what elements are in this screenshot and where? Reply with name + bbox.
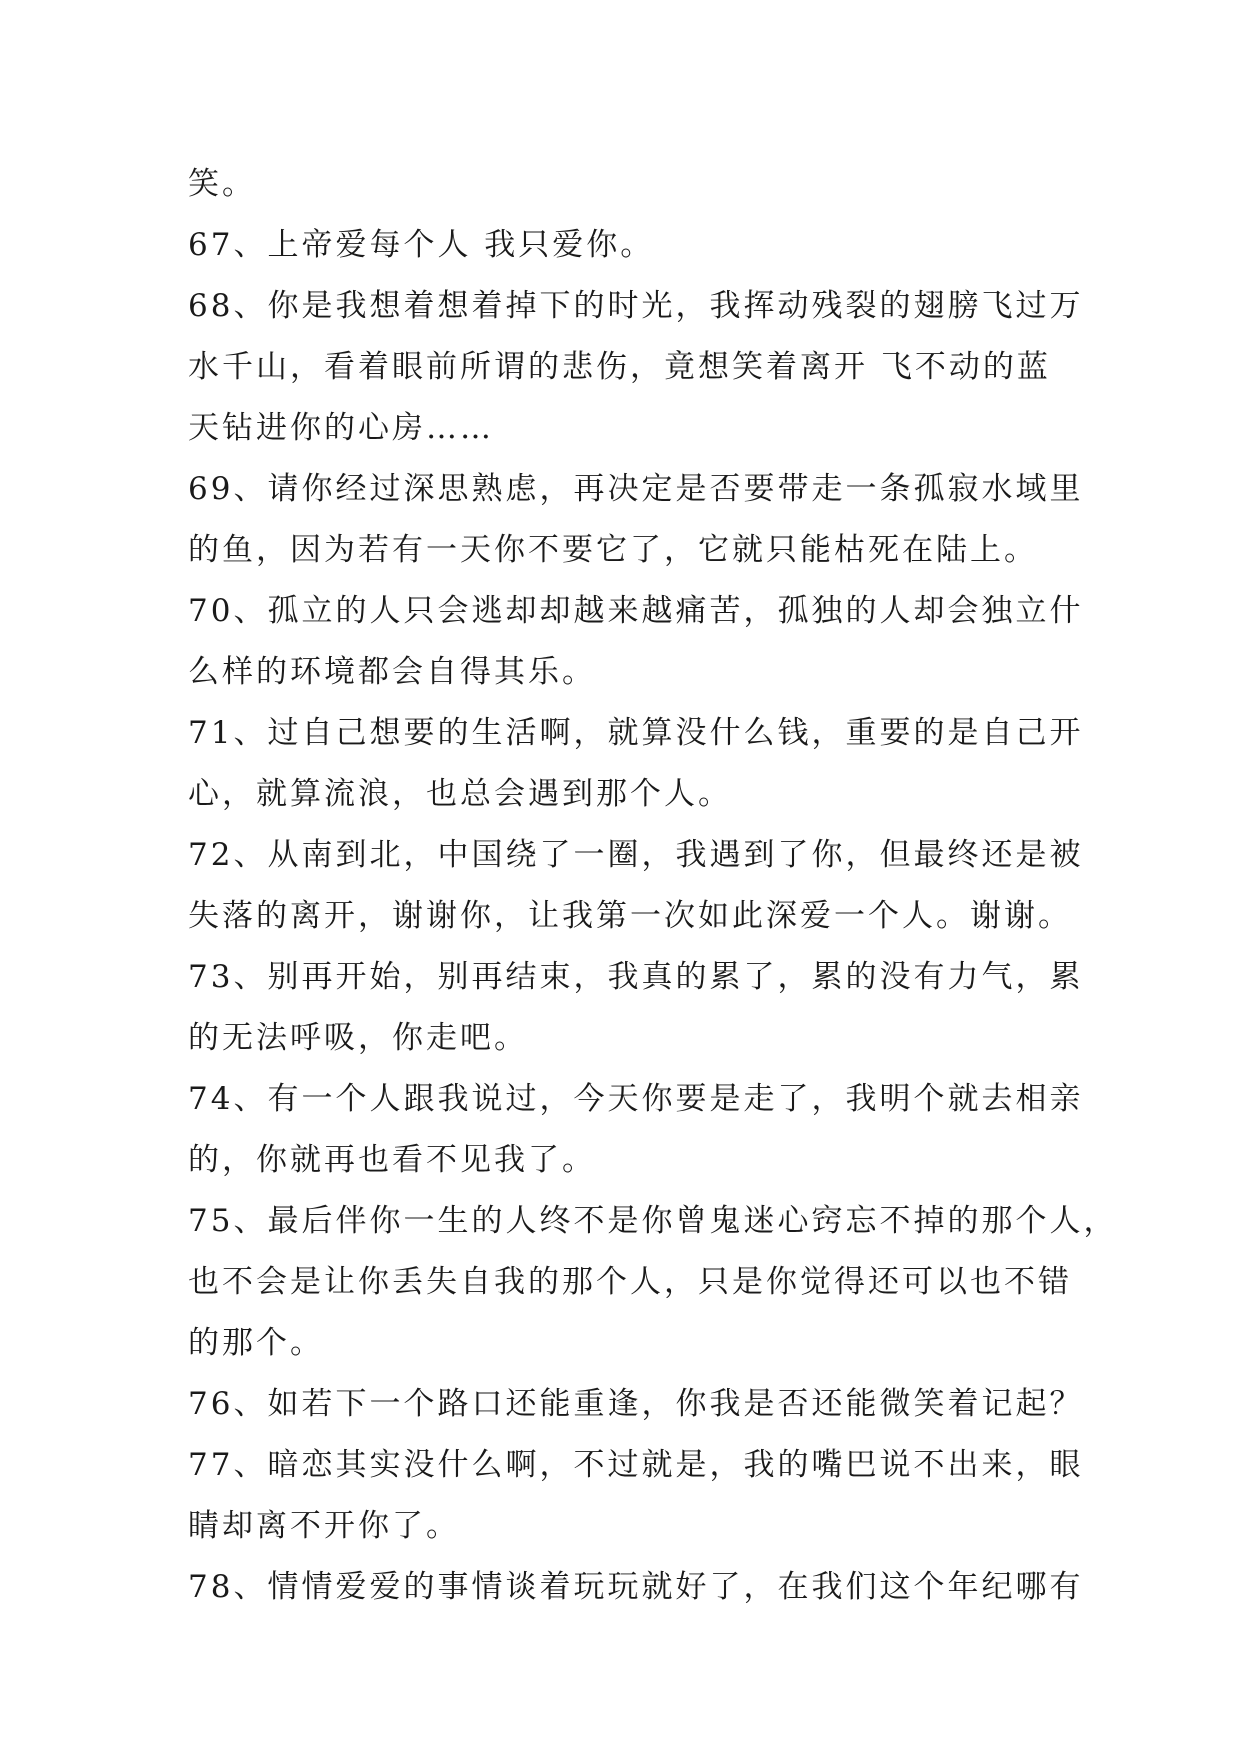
text-line: 77、暗恋其实没什么啊，不过就是，我的嘴巴说不出来，眼	[188, 1447, 1084, 1483]
text-line: 睛却离不开你了。	[188, 1508, 460, 1544]
text-line: 68、你是我想着想着掉下的时光，我挥动残裂的翅膀飞过万	[188, 288, 1084, 324]
text-line: 心，就算流浪，也总会遇到那个人。	[188, 776, 732, 812]
text-line: 70、孤立的人只会逃却却越来越痛苦，孤独的人却会独立什	[188, 593, 1084, 629]
text-line: 水千山，看着眼前所谓的悲伤，竟想笑着离开 飞不动的蓝	[188, 349, 1051, 385]
text-line: 78、情情爱爱的事情谈着玩玩就好了，在我们这个年纪哪有	[188, 1569, 1084, 1605]
text-line: 也不会是让你丢失自我的那个人，只是你觉得还可以也不错	[188, 1264, 1072, 1300]
text-line: 的那个。	[188, 1325, 324, 1361]
text-line: 71、过自己想要的生活啊，就算没什么钱，重要的是自己开	[188, 715, 1084, 751]
text-line: 72、从南到北，中国绕了一圈，我遇到了你，但最终还是被	[188, 837, 1084, 873]
text-line: 73、别再开始，别再结束，我真的累了，累的没有力气，累	[188, 959, 1084, 995]
text-line: 的鱼，因为若有一天你不要它了，它就只能枯死在陆上。	[188, 532, 1038, 568]
text-line: 76、如若下一个路口还能重逢，你我是否还能微笑着记起？	[188, 1386, 1084, 1422]
text-line: 69、请你经过深思熟虑，再决定是否要带走一条孤寂水域里	[188, 471, 1084, 507]
text-line: 75、最后伴你一生的人终不是你曾鬼迷心窍忘不掉的那个人，	[188, 1203, 1118, 1239]
text-line: 67、上帝爱每个人 我只爱你。	[188, 227, 655, 263]
text-line: 的，你就再也看不见我了。	[188, 1142, 596, 1178]
text-line: 笑。	[188, 166, 256, 202]
text-line: 天钻进你的心房……	[188, 410, 494, 446]
text-line: 74、有一个人跟我说过，今天你要是走了，我明个就去相亲	[188, 1081, 1084, 1117]
document-body	[188, 154, 1118, 1618]
text-line: 失落的离开，谢谢你，让我第一次如此深爱一个人。谢谢。	[188, 898, 1072, 934]
text-line: 的无法呼吸，你走吧。	[188, 1020, 528, 1056]
text-line: 么样的环境都会自得其乐。	[188, 654, 596, 690]
